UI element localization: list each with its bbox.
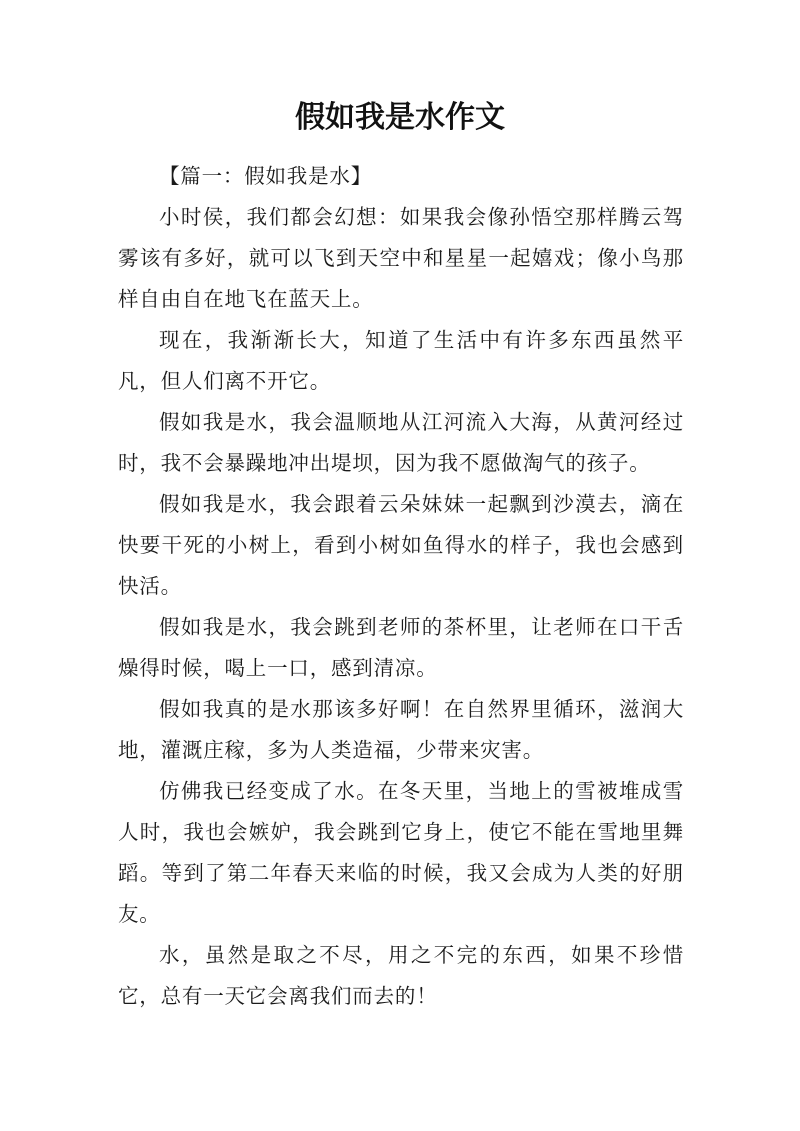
paragraph: 假如我是水，我会跳到老师的茶杯里，让老师在口干舌燥得时候，喝上一口，感到清凉。 xyxy=(118,615,684,680)
paragraph: 假如我是水，我会跟着云朵妹妹一起飘到沙漠去，滴在快要干死的小树上，看到小树如鱼得水的样子，我也会感到快活。 xyxy=(118,492,684,598)
document-title: 假如我是水作文 xyxy=(295,100,505,135)
paragraph: 水，虽然是取之不尽，用之不完的东西，如果不珍惜它，总有一天它会离我们而去的！ xyxy=(118,943,684,1008)
section-heading: 【篇一：假如我是水】 xyxy=(159,164,372,188)
paragraph: 现在，我渐渐长大，知道了生活中有许多东西虽然平凡，但人们离不开它。 xyxy=(118,328,684,393)
paragraph: 假如我真的是水那该多好啊！在自然界里循环，滋润大地，灌溉庄稼，多为人类造福，少带来灾害。 xyxy=(118,697,684,762)
paragraph: 假如我是水，我会温顺地从江河流入大海，从黄河经过时，我不会暴躁地冲出堤坝，因为我不愿做淘气的孩子。 xyxy=(118,410,684,475)
document-body xyxy=(118,156,684,1017)
paragraph: 小时侯，我们都会幻想：如果我会像孙悟空那样腾云驾雾该有多好，就可以飞到天空中和星星一起嬉戏；像小鸟那样自由自在地飞在蓝天上。 xyxy=(118,205,684,311)
paragraph: 仿佛我已经变成了水。在冬天里，当地上的雪被堆成雪人时，我也会嫉妒，我会跳到它身上，使它不能在雪地里舞蹈。等到了第二年春天来临的时候，我又会成为人类的好朋友。 xyxy=(118,779,684,926)
